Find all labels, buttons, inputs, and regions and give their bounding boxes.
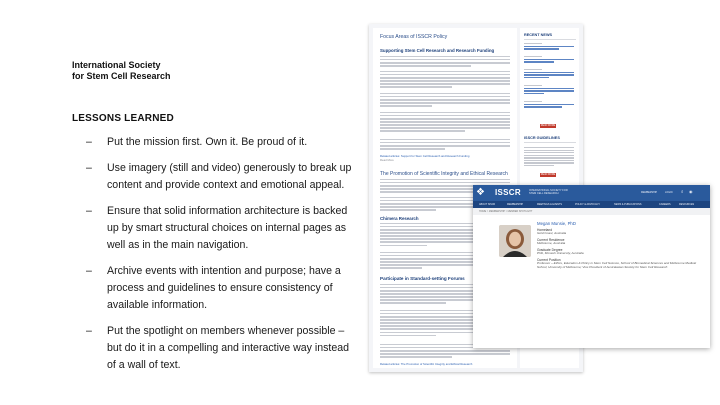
lesson-text: Put the mission first. Own it. Be proud of it. (107, 136, 308, 148)
site-header (473, 185, 710, 201)
dash-marker: – (86, 162, 92, 174)
dash-marker: – (86, 136, 92, 148)
degree-label: Graduate Degree (537, 248, 563, 253)
news-item[interactable] (524, 69, 574, 79)
homeland-value: Gold Coast, Australia (537, 231, 567, 236)
news-item[interactable] (524, 43, 574, 51)
nav-item-careers[interactable]: CAREERS (659, 203, 671, 206)
policy-page-title: Focus Areas of ISSCR Policy (380, 34, 448, 40)
news-item[interactable] (524, 85, 574, 95)
text-block (380, 93, 510, 108)
read-more-link[interactable]: Read More (380, 158, 394, 162)
lesson-text: Use imagery (still and video) generously to break up content and provide context and emotional appeal. (107, 162, 352, 191)
related-article-link[interactable]: Related articles: The Promotion of Scientific Integrity and Ethical Research (380, 362, 473, 366)
organization-name-line2: for Stem Cell Research (72, 71, 171, 81)
guidelines-title: ISSCR GUIDELINES (524, 136, 560, 140)
related-article-link[interactable]: Related articles: Support for Stem Cell Research and Research Funding (380, 154, 470, 158)
member-spotlight-screenshot (473, 185, 710, 348)
site-logo-subtitle: INTERNATIONAL SOCIETY FOR STEM CELL RESEARCH (529, 188, 568, 195)
text-block (380, 197, 474, 212)
residence-value: Melbourne, Australia (537, 241, 566, 246)
divider (524, 142, 576, 143)
degree-value: PhD, Monash University, Australia (537, 251, 584, 256)
lessons-list (86, 134, 354, 383)
member-photo (499, 225, 531, 257)
lesson-text: Archive events with intention and purpose; have a process and guidelines to ensure consistency of available information. (107, 265, 341, 311)
homeland-label: Homeland (537, 228, 553, 233)
list-item (86, 160, 354, 194)
divider (524, 39, 576, 40)
organization-name-line1: International Society (72, 60, 161, 70)
nav-item-policy[interactable]: POLICY & ADVOCACY (575, 203, 600, 206)
list-item (86, 203, 354, 254)
lesson-text: Put the spotlight on members whenever possible – but do it in a compelling and interactive way instead of a wall of text. (107, 325, 350, 371)
dash-marker: – (86, 265, 92, 277)
util-link-login[interactable]: LOGIN (665, 190, 673, 194)
text-block (380, 223, 474, 248)
text-block (380, 139, 510, 151)
site-logo[interactable]: ISSCR (495, 188, 521, 197)
nav-item-membership[interactable]: MEMBERSHIP (507, 203, 524, 206)
nav-item-meetings[interactable]: MEETINGS & EVENTS (537, 203, 562, 206)
nav-item-news[interactable]: NEWS & PUBLICATIONS (614, 203, 642, 206)
member-profile (537, 221, 705, 270)
text-block (380, 252, 474, 270)
nav-item-about[interactable]: ABOUT ISSCR (479, 203, 496, 206)
news-read-more-button[interactable]: READ MORE (540, 124, 556, 127)
position-value: Professor – Ethics, Education & Policy in Stem Cell Science, School of Biomedical Sciences and Melbourne Medical School, University of Melbourne; Vice President of Australasian Society for Stem Cell Research (537, 261, 697, 270)
text-block (380, 284, 474, 306)
section-title: Supporting Stem Cell Research and Research Funding (380, 48, 495, 53)
util-link-membership[interactable]: MEMBERSHIP (641, 190, 658, 194)
text-block (380, 71, 510, 89)
residence-label: Current Residence (537, 238, 565, 243)
isscr-logo-icon: ❖ (476, 187, 485, 198)
lessons-heading: LESSONS LEARNED (72, 113, 174, 124)
dash-marker: – (86, 205, 92, 217)
dash-marker: – (86, 325, 92, 337)
section-title: The Promotion of Scientific Integrity and Ethical Research (380, 171, 508, 177)
lesson-text: Ensure that solid information architecture is backed up by smart structural choices on internal pages as well as in the main navigation. (107, 205, 348, 251)
nav-item-resources[interactable]: RESOURCES (679, 203, 695, 206)
social-icon[interactable]: ◉ (689, 189, 693, 194)
list-item (86, 323, 354, 374)
portrait-image (499, 225, 531, 257)
position-label: Current Position (537, 258, 561, 263)
breadcrumb[interactable]: HOME > MEMBERSHIP > MEMBER SPOTLIGHT (473, 208, 710, 215)
section-title: Participate in Standard-setting Forums (380, 276, 465, 281)
search-icon[interactable]: ⌕ (681, 188, 684, 194)
member-name: Megan Munsie, PhD (537, 221, 576, 226)
guidelines-text (524, 147, 574, 168)
news-item[interactable] (524, 56, 574, 64)
guidelines-read-more-button[interactable]: READ MORE (540, 173, 556, 176)
list-item (86, 134, 354, 151)
text-block (380, 310, 474, 338)
text-block (380, 112, 510, 134)
main-navigation (473, 201, 710, 208)
text-block (380, 56, 510, 68)
organization-name (72, 60, 171, 82)
section-title: Chimera Research (380, 216, 419, 221)
recent-news-title: RECENT NEWS (524, 33, 553, 37)
news-item[interactable] (524, 101, 574, 109)
list-item (86, 263, 354, 314)
